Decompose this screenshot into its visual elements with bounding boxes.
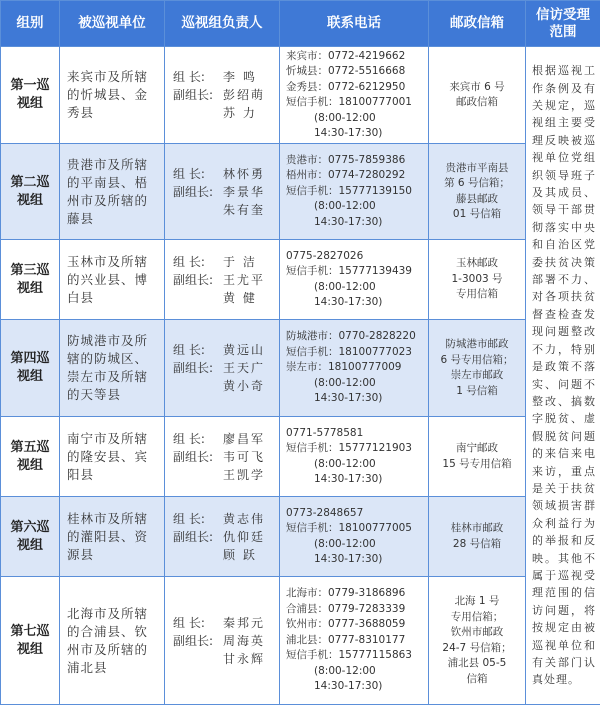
deputy-names: [223, 86, 279, 122]
table-row: [1, 417, 600, 497]
leader-row: [173, 430, 279, 448]
leader-names: [223, 510, 279, 528]
unit-cell: 贵港市及所辖的平南县、梧州市及所辖的藤县: [60, 144, 165, 240]
phone-line: 金秀县：0772-6212950: [286, 80, 406, 93]
leader-name: 秦邦元: [223, 615, 266, 630]
phone-line: 14:30-17:30): [314, 553, 383, 565]
role-label: 组 长:: [173, 431, 205, 446]
phone-line: 短信手机：18100777005: [286, 522, 412, 534]
unit-cell: 北海市及所辖的合浦县、钦州市及所辖的浦北县: [60, 577, 165, 705]
phone-line: 短信手机：18100777023: [286, 345, 412, 358]
deputy-row: [173, 271, 279, 307]
table-row: [1, 320, 600, 417]
role-label: 副组长:: [173, 88, 214, 102]
mail-line: 1-3003 号: [451, 272, 503, 285]
deputy-names: [223, 183, 279, 219]
unit-cell: 来宾市及所辖的忻城县、金秀县: [60, 47, 165, 144]
mail-line: 28 号信箱: [452, 537, 502, 550]
group-cell: 第二巡视组: [1, 144, 60, 240]
phone-line: 0775-2827026: [286, 249, 364, 262]
mail-cell: [429, 497, 526, 577]
deputy-name: 彭绍萌: [223, 88, 266, 102]
phone-line: 防城港市：0770-2828220: [286, 330, 416, 343]
leader-names: [223, 341, 279, 359]
deputy-row: [173, 632, 279, 668]
leader-row: [173, 510, 279, 528]
mail-line: 崇左市邮政: [450, 369, 504, 381]
unit-cell: 桂林市及所辖的灌阳县、资源县: [60, 497, 165, 577]
phone-line: (8:00-12:00: [314, 376, 376, 389]
phone-line: (8:00-12:00: [314, 664, 376, 677]
phone-line: 14:30-17:30): [314, 392, 383, 405]
header-mail: 邮政信箱: [429, 1, 526, 47]
mail-line: 6 号专用信箱；: [440, 353, 514, 366]
deputy-name: 顾 跃: [223, 547, 257, 562]
phone-line: 梧州市：0774-7280292: [286, 169, 406, 182]
header-note: 信访受理范围: [526, 1, 600, 47]
deputy-names: [223, 632, 279, 668]
phone-line: 0771-5778581: [286, 426, 364, 439]
role-label: 副组长:: [173, 449, 214, 464]
phone-line: 合浦县：0779-7283339: [286, 602, 406, 615]
mail-cell: [429, 577, 526, 705]
mail-cell: [429, 144, 526, 240]
mail-line: 信箱: [466, 672, 488, 685]
deputy-name: 王尤平: [223, 272, 266, 287]
mail-line: 浦北县 05-5: [447, 657, 507, 669]
leader-row: [173, 68, 279, 86]
mail-cell: [429, 240, 526, 320]
phone-cell: [280, 577, 429, 705]
phone-line: 短信手机：15777115863: [286, 649, 412, 662]
mail-line: 15 号专用信箱: [442, 457, 512, 470]
phone-cell: [280, 497, 429, 577]
deputy-names: [223, 359, 279, 395]
deputy-names: [223, 271, 279, 307]
leader-cell: [165, 417, 280, 497]
leader-name: 廖昌军: [223, 431, 266, 446]
leader-row: [173, 341, 279, 359]
leader-names: [223, 253, 279, 271]
phone-line: (8:00-12:00: [314, 457, 376, 470]
deputy-name: 王天广: [223, 361, 266, 375]
leader-row: [173, 165, 279, 183]
role-label: 组 长:: [173, 166, 205, 181]
phone-line: 来宾市：0772-4219662: [286, 49, 406, 62]
phone-line: 14:30-17:30): [314, 680, 383, 693]
role-label: 副组长:: [173, 529, 214, 544]
deputy-row: [173, 448, 279, 484]
table-row: [1, 497, 600, 577]
leader-cell: [165, 577, 280, 705]
phone-cell: [280, 240, 429, 320]
mail-line: 1 号信箱: [456, 384, 498, 397]
phone-line: 钦州市：0777-3688059: [286, 618, 406, 631]
mail-line: 贵港市平南县: [445, 161, 509, 174]
deputy-name: 王凯学: [223, 467, 266, 482]
deputy-name: 甘永辉: [223, 651, 266, 666]
leader-name: 李 鸣: [223, 70, 257, 84]
leader-name: 林怀勇: [223, 166, 266, 181]
deputy-name: 黄小奇: [223, 379, 266, 393]
deputy-row: [173, 528, 279, 564]
leader-cell: [165, 320, 280, 417]
phone-line: 浦北县：0777-8310177: [286, 633, 406, 646]
header-phone: 联系电话: [280, 1, 429, 47]
leader-row: [173, 253, 279, 271]
deputy-name: 苏 力: [223, 106, 257, 120]
mail-cell: [429, 320, 526, 417]
role-label: 副组长:: [173, 184, 214, 199]
deputy-name: 李景华: [223, 184, 266, 199]
role-label: 副组长:: [173, 633, 214, 648]
deputy-row: [173, 183, 279, 219]
deputy-row: [173, 359, 279, 395]
role-label: 组 长:: [173, 511, 205, 526]
unit-cell: 南宁市及所辖的隆安县、宾阳县: [60, 417, 165, 497]
unit-cell: 玉林市及所辖的兴业县、博白县: [60, 240, 165, 320]
role-label: 组 长:: [173, 615, 205, 630]
phone-line: (8:00-12:00: [314, 200, 376, 213]
phone-line: 14:30-17:30): [314, 127, 383, 139]
mail-line: 第 6 号信箱；: [444, 177, 510, 189]
phone-cell: [280, 320, 429, 417]
leader-names: [223, 165, 279, 183]
role-label: 组 长:: [173, 70, 205, 84]
phone-line: 短信手机：15777139439: [286, 265, 412, 277]
group-cell: 第四巡视组: [1, 320, 60, 417]
group-cell: 第六巡视组: [1, 497, 60, 577]
phone-line: 14:30-17:30): [314, 215, 383, 228]
mail-line: 桂林市邮政: [450, 522, 504, 534]
leader-cell: [165, 47, 280, 144]
mail-line: 专用信箱: [456, 288, 498, 301]
header-group: 组别: [1, 1, 60, 47]
deputy-name: 朱有奎: [223, 202, 266, 217]
phone-line: 0773-2848657: [286, 506, 364, 519]
phone-line: 短信手机：18100777001: [286, 96, 412, 108]
leader-names: [223, 430, 279, 448]
role-label: 副组长:: [173, 272, 214, 287]
table-row: [1, 144, 600, 240]
group-cell: 第三巡视组: [1, 240, 60, 320]
phone-line: 短信手机：15777139150: [286, 184, 412, 197]
deputy-names: [223, 448, 279, 484]
header-unit: 被巡视单位: [60, 1, 165, 47]
table-header-row: [1, 1, 600, 47]
phone-line: (8:00-12:00: [314, 111, 376, 124]
leader-cell: [165, 144, 280, 240]
deputy-name: 黄 健: [223, 290, 257, 305]
table-row: [1, 47, 600, 144]
leader-names: [223, 614, 279, 632]
phone-line: 北海市：0779-3186896: [286, 587, 406, 600]
mail-line: 玉林邮政: [456, 257, 498, 270]
phone-cell: [280, 144, 429, 240]
leader-name: 于 洁: [223, 254, 257, 269]
header-leader: 巡视组负责人: [165, 1, 280, 47]
mail-cell: [429, 47, 526, 144]
mail-line: 钦州市邮政: [450, 626, 504, 638]
mail-line: 邮政信箱: [456, 96, 498, 108]
unit-cell: 防城港市及所辖的防城区、崇左市及所辖的天等县: [60, 320, 165, 417]
role-label: 组 长:: [173, 343, 205, 357]
mail-line: 防城港市邮政: [445, 338, 509, 350]
mail-line: 北海 1 号: [454, 595, 500, 607]
table-row: [1, 577, 600, 705]
mail-line: 来宾市 6 号: [449, 80, 505, 93]
phone-line: 忻城县：0772-5516668: [286, 65, 406, 77]
mail-line: 藤县邮政: [456, 192, 498, 205]
deputy-row: [173, 86, 279, 122]
leader-name: 黄远山: [223, 343, 266, 357]
role-label: 副组长:: [173, 361, 214, 375]
leader-names: [223, 68, 279, 86]
phone-cell: [280, 417, 429, 497]
phone-line: (8:00-12:00: [314, 280, 376, 293]
phone-line: 贵港市：0775-7859386: [286, 153, 406, 166]
mail-line: 24-7 号信箱；: [442, 641, 512, 654]
leader-name: 黄志伟: [223, 511, 266, 526]
mail-line: 专用信箱；: [450, 610, 504, 623]
group-cell: 第一巡视组: [1, 47, 60, 144]
phone-line: 短信手机：15777121903: [286, 442, 412, 454]
deputy-name: 仇仰廷: [223, 529, 266, 544]
leader-cell: [165, 497, 280, 577]
leader-row: [173, 614, 279, 632]
mail-line: 南宁邮政: [456, 442, 498, 454]
phone-line: 崇左市：18100777009: [286, 361, 402, 374]
leader-cell: [165, 240, 280, 320]
deputy-name: 周海英: [223, 633, 266, 648]
phone-line: 14:30-17:30): [314, 473, 383, 485]
role-label: 组 长:: [173, 254, 205, 269]
mail-cell: [429, 417, 526, 497]
table-row: [1, 240, 600, 320]
phone-cell: [280, 47, 429, 144]
deputy-names: [223, 528, 279, 564]
group-cell: 第七巡视组: [1, 577, 60, 705]
mail-line: 01 号信箱: [452, 208, 502, 220]
phone-line: 14:30-17:30): [314, 296, 383, 308]
note-cell: 根据巡视工作条例及有关规定，巡视组主要受理反映被巡视单位党组织领导班子及其成员、领导干部贯彻落实中央和自治区党委扶贫决策部署不力、对各项扶贫督查检查发现问题整改不力，特别是政策不落实、问题不整改、搞数字脱贫、虚假脱贫问题的来信来电来访，重点是关于扶贫领域损害群众利益行为的举报和反映。其他不属于巡视受理范围的信访问题，将按规定由被巡视单位和有关部门认真处理。: [526, 47, 600, 705]
phone-line: (8:00-12:00: [314, 537, 376, 550]
group-cell: 第五巡视组: [1, 417, 60, 497]
deputy-name: 韦可飞: [223, 449, 266, 464]
